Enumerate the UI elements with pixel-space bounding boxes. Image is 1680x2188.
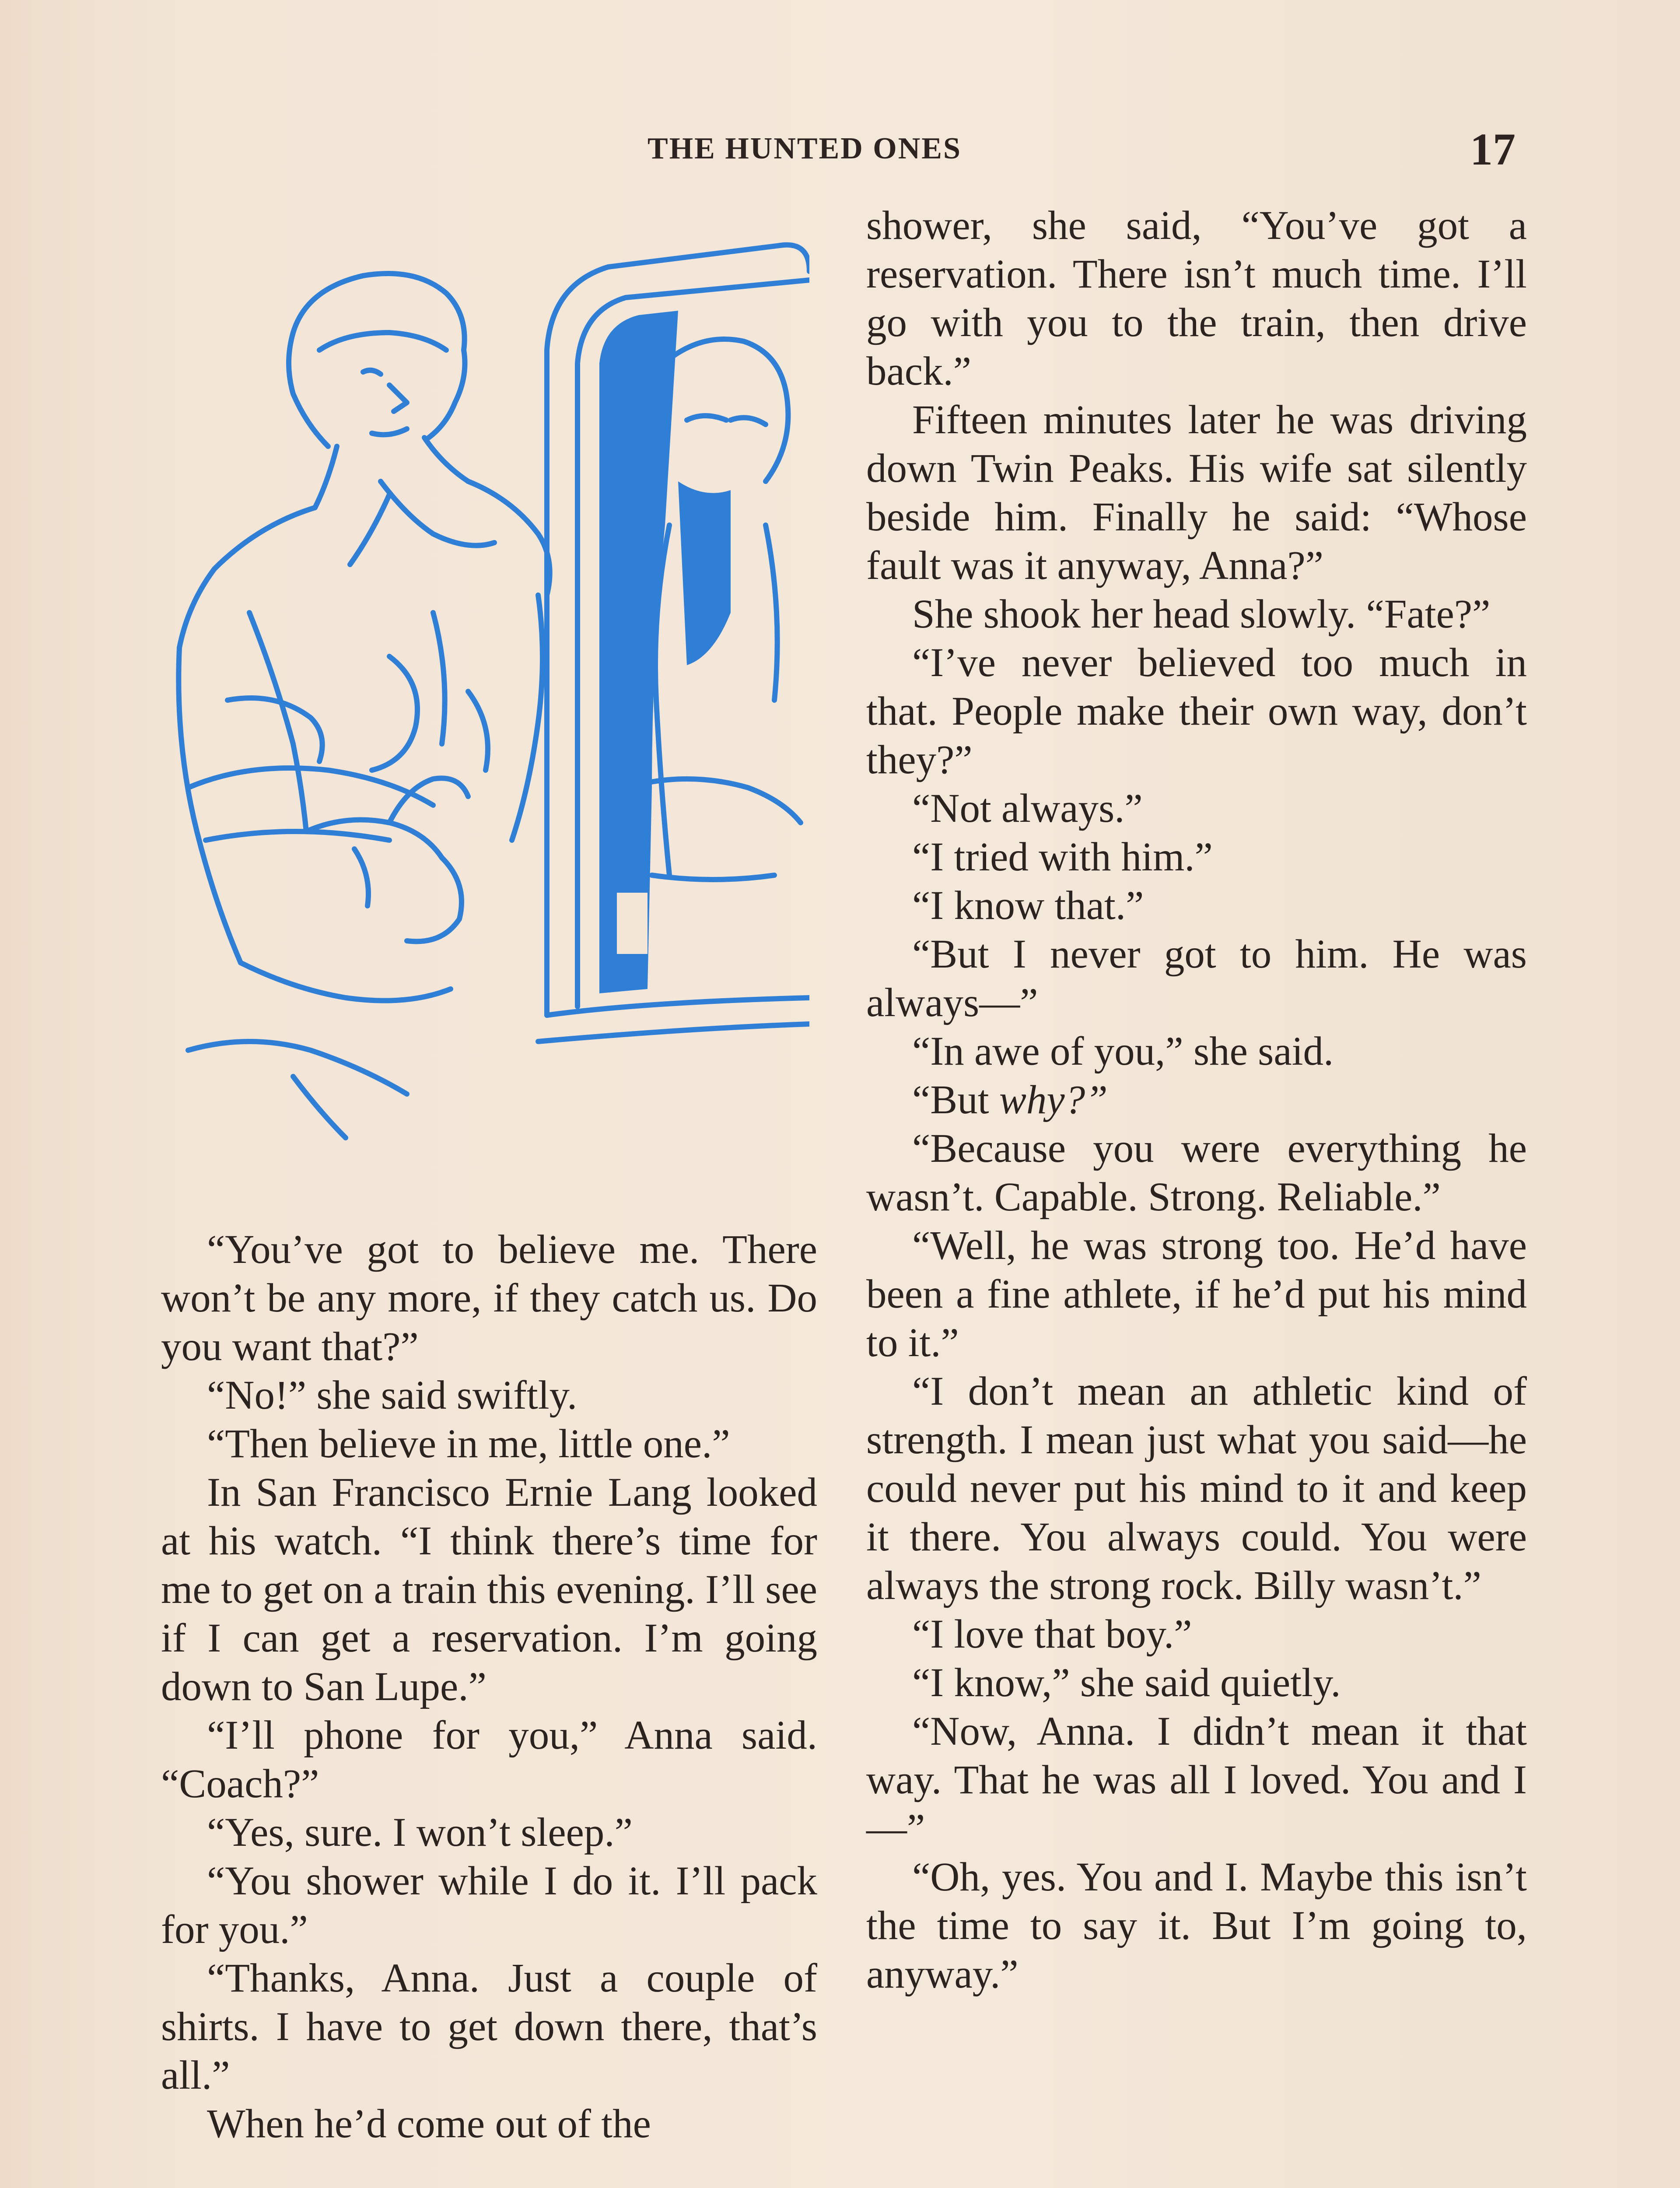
paragraph: “No!” she said swiftly. (207, 1373, 578, 1418)
paragraph: “You shower while I do it. I’ll pack for you.” (161, 1858, 817, 1952)
paragraph-continuation: shower, she said, “You’ve got a reservation. There isn’t much time. I’ll go with you to the train, then drive back.” (866, 203, 1527, 394)
blue-line-illustration-icon (162, 219, 809, 1182)
text-column-right (866, 201, 1527, 1999)
paragraph: “I tried with him.” (912, 835, 1213, 880)
paragraph: “Well, he was strong too. He’d have been a fine athlete, if he’d put his mind to it.” (866, 1223, 1527, 1365)
paragraph: She shook her head slowly. “Fate?” (912, 592, 1491, 637)
paragraph-but-why (866, 1076, 1527, 1124)
but-why-prefix: “But (912, 1077, 999, 1122)
paragraph: “Oh, yes. You and I. Maybe this isn’t the time to say it. But I’m going to, anyway.” (866, 1855, 1527, 1997)
paragraph: “But I never got to him. He was always—” (866, 932, 1527, 1025)
running-title: THE HUNTED ONES (648, 132, 962, 165)
paragraph: “Because you were everything he wasn’t. Capable. Strong. Reliable.” (866, 1126, 1527, 1220)
paragraph: “I love that boy.” (912, 1612, 1192, 1657)
paragraph: “You’ve got to believe me. There won’t be any more, if they catch us. Do you want that?” (161, 1227, 817, 1369)
paragraph: “Yes, sure. I won’t sleep.” (207, 1810, 633, 1855)
paragraph: “I’ll phone for you,” Anna said. “Coach?” (161, 1713, 817, 1806)
paragraph: “In awe of you,” she said. (912, 1029, 1334, 1074)
paragraph: In San Francisco Ernie Lang looked at his watch. “I think there’s time for me to get on a train this evening. I’ll see if I can get a reservation. I’m going down to San Lupe.” (161, 1470, 817, 1709)
but-why-italic: why?” (999, 1077, 1108, 1122)
paragraph: “Now, Anna. I didn’t mean it that way. That he was all I loved. You and I—” (866, 1709, 1527, 1851)
paragraph: Fifteen minutes later he was driving down Twin Peaks. His wife sat silently beside him. Finally he said: “Whose fault was it anyway, Anna?” (866, 397, 1527, 588)
paragraph: “Not always.” (912, 786, 1143, 831)
text-column-left (161, 1225, 817, 2148)
paragraph: “I know,” she said quietly. (912, 1660, 1341, 1705)
page-number: 17 (1470, 124, 1516, 175)
paragraph: “I don’t mean an athletic kind of strength. I mean just what you said—he could never put his mind to it and keep it there. You always could. You were always the strong rock. Billy wasn’t.” (866, 1369, 1527, 1608)
paragraph: When he’d come out of the (207, 2101, 651, 2146)
paragraph: “I know that.” (912, 883, 1144, 928)
paragraph: “Thanks, Anna. Just a couple of shirts. I have to get down there, that’s all.” (161, 1956, 817, 2098)
paragraph: “I’ve never believed too much in that. People make their own way, don’t they?” (866, 640, 1527, 782)
paragraph: “Then believe in me, little one.” (207, 1421, 730, 1466)
